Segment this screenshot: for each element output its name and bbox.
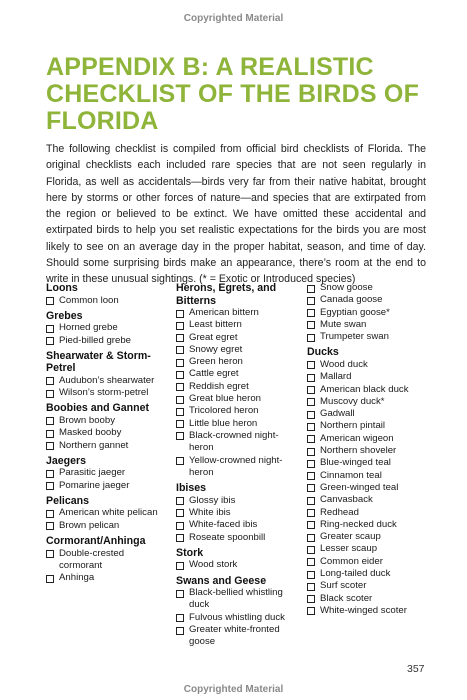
checkbox-icon <box>176 359 184 367</box>
checkbox-icon <box>307 460 315 468</box>
copyright-watermark-bottom: Copyrighted Material <box>183 684 284 695</box>
checkbox-icon <box>46 377 54 385</box>
bird-name: Green heron <box>189 356 243 368</box>
checklist-item <box>176 532 302 544</box>
section-heading: Jaegers <box>46 454 87 467</box>
checklist-section <box>46 535 168 584</box>
checklist-item <box>307 433 431 445</box>
checkbox-icon <box>307 583 315 591</box>
checklist-item <box>307 543 431 555</box>
checklist-item <box>307 396 431 408</box>
checklist-item <box>307 319 431 331</box>
bird-name: Horned grebe <box>59 322 118 334</box>
bird-name: Northern pintail <box>320 420 386 432</box>
checkbox-icon <box>307 558 315 566</box>
checklist-item <box>176 430 302 455</box>
checklist-item <box>307 420 431 432</box>
checkbox-icon <box>46 337 54 345</box>
checkbox-icon <box>176 322 184 330</box>
checkbox-icon <box>46 470 54 478</box>
page-title: APPENDIX B: A REALISTIC CHECKLIST OF THE BIRDS OF FLORIDA <box>46 53 420 135</box>
checklist-section <box>46 310 168 347</box>
checkbox-icon <box>46 325 54 333</box>
checklist-item <box>307 556 431 568</box>
bird-name: Reddish egret <box>189 380 249 392</box>
checklist-item <box>46 548 168 573</box>
checkbox-icon <box>307 534 315 542</box>
intro-paragraph: The following checklist is compiled from official bird checklists of Florida. The original checklists each included rare species that are not seen regularly in Florida, as well as accidentals—birds very far from their native habitat, brought here by storms or other forces of nature—and species that are extirpated from the region or believed to be extinct. We have omitted these accidental and extirpated birds to help you set realistic expectations for the birds you are most likely to see on an average day in the proper habitat, season, and time of day. Should some surprising birds make an appearance, there’s room at the end to write in these unusual sightings. (* = Exotic or Introduced species) <box>46 143 426 286</box>
bird-name: Black-bellied whistling duck <box>189 587 283 611</box>
checkbox-icon <box>46 442 54 450</box>
bird-name: Egyptian goose* <box>320 306 390 318</box>
section-heading: Grebes <box>46 309 83 322</box>
checklist-item <box>176 344 302 356</box>
bird-name: Surf scoter <box>320 580 367 592</box>
checkbox-icon <box>46 510 54 518</box>
bird-name: Brown pelican <box>59 519 120 531</box>
checkbox-icon <box>307 472 315 480</box>
checkbox-icon <box>176 590 184 598</box>
checkbox-icon <box>176 522 184 530</box>
checklist-item <box>307 593 431 605</box>
checkbox-icon <box>307 285 315 293</box>
checklist-item <box>307 307 431 319</box>
checkbox-icon <box>307 386 315 394</box>
bird-name: White ibis <box>189 506 231 518</box>
checklist-item <box>307 282 431 294</box>
checkbox-icon <box>307 297 315 305</box>
checkbox-icon <box>176 457 184 465</box>
bird-name: Anhinga <box>59 572 95 584</box>
checkbox-icon <box>307 521 315 529</box>
bird-name: Great egret <box>189 331 238 343</box>
bird-name: Northern shoveler <box>320 445 397 457</box>
checklist-item <box>307 331 431 343</box>
section-heading: Ibises <box>176 482 207 495</box>
checklist-item <box>46 467 168 479</box>
checkbox-icon <box>46 482 54 490</box>
checklist-item <box>46 572 168 584</box>
checklist-item <box>176 612 302 624</box>
checkbox-icon <box>176 534 184 542</box>
checklist-item <box>46 440 168 452</box>
bird-name: Green-winged teal <box>320 481 399 493</box>
checklist-item <box>176 307 302 319</box>
checkbox-icon <box>307 411 315 419</box>
checkbox-icon <box>46 417 54 425</box>
bird-name: Yellow-crowned night-heron <box>189 454 283 478</box>
checklist-item <box>176 405 302 417</box>
checklist-item <box>176 368 302 380</box>
bird-name: Lesser scaup <box>320 543 378 555</box>
checkbox-icon <box>307 595 315 603</box>
checklist-item <box>46 295 168 307</box>
bird-name: Fulvous whistling duck <box>189 611 285 623</box>
checklist-section <box>46 350 168 400</box>
checkbox-icon <box>176 346 184 354</box>
bird-name: Parasitic jaeger <box>59 467 126 479</box>
checklist-item <box>176 418 302 430</box>
checkbox-icon <box>176 420 184 428</box>
checkbox-icon <box>307 321 315 329</box>
checklist-item <box>307 384 431 396</box>
checklist-section <box>46 495 168 532</box>
checklist-item <box>176 356 302 368</box>
checklist-column-3 <box>307 282 431 620</box>
bird-name: Snowy egret <box>189 343 243 355</box>
bird-name: Trumpeter swan <box>320 331 389 343</box>
section-heading: Loons <box>46 282 78 294</box>
bird-name: Greater scaup <box>320 531 381 543</box>
checklist-item <box>307 494 431 506</box>
section-heading: Cormorant/Anhinga <box>46 535 146 548</box>
checkbox-icon <box>176 408 184 416</box>
checklist-section <box>46 402 168 451</box>
checkbox-icon <box>307 423 315 431</box>
checklist-item <box>176 587 302 612</box>
bird-name: American bittern <box>189 307 259 318</box>
checklist-item <box>46 322 168 334</box>
checkbox-icon <box>46 550 54 558</box>
checkbox-icon <box>307 309 315 317</box>
bird-name: Great blue heron <box>189 393 261 405</box>
checklist-section <box>176 575 302 649</box>
bird-name: Pied-billed grebe <box>59 334 131 346</box>
checklist-item <box>176 519 302 531</box>
checkbox-icon <box>307 546 315 554</box>
bird-name: Masked booby <box>59 427 122 439</box>
bird-name: American black duck <box>320 383 409 395</box>
bird-name: Greater white-fronted goose <box>189 624 280 648</box>
checklist-item <box>46 427 168 439</box>
bird-name: Canada goose <box>320 294 383 306</box>
checklist-item <box>176 559 302 571</box>
bird-name: Wilson’s storm-petrel <box>59 387 149 399</box>
bird-name: Muscovy duck* <box>320 395 385 407</box>
checklist-item <box>307 482 431 494</box>
checklist-item <box>46 480 168 492</box>
checklist-section <box>307 282 431 343</box>
checkbox-icon <box>307 448 315 456</box>
section-heading: Ducks <box>307 346 339 359</box>
bird-name: Snow goose <box>320 282 373 293</box>
checklist-item <box>307 408 431 420</box>
checkbox-icon <box>307 607 315 615</box>
checklist-item <box>176 393 302 405</box>
checklist-item <box>307 359 431 371</box>
checkbox-icon <box>176 562 184 570</box>
bird-name: Tricolored heron <box>189 405 259 417</box>
section-heading: Stork <box>176 546 204 559</box>
checklist-item <box>307 507 431 519</box>
bird-name: American white pelican <box>59 507 158 519</box>
copyright-watermark-top: Copyrighted Material <box>183 13 284 24</box>
bird-name: Cinnamon teal <box>320 469 382 481</box>
checkbox-icon <box>46 575 54 583</box>
checkbox-icon <box>176 396 184 404</box>
section-heading: Shearwater & Storm-Petrel <box>46 349 151 375</box>
checkbox-icon <box>176 509 184 517</box>
section-heading: Herons, Egrets, and Bitterns <box>176 282 277 307</box>
checklist-item <box>307 580 431 592</box>
checkbox-icon <box>176 614 184 622</box>
bird-name: Little blue heron <box>189 417 258 429</box>
checklist-item <box>46 520 168 532</box>
checklist-item <box>46 507 168 519</box>
checklist-item <box>307 519 431 531</box>
checkbox-icon <box>307 334 315 342</box>
checklist-item <box>176 495 302 507</box>
checkbox-icon <box>307 484 315 492</box>
bird-name: Black scoter <box>320 592 373 604</box>
checklist-item <box>176 624 302 649</box>
bird-name: Brown booby <box>59 414 115 426</box>
checkbox-icon <box>307 509 315 517</box>
bird-name: Common loon <box>59 294 119 306</box>
bird-name: Wood stork <box>189 559 238 571</box>
bird-name: Cattle egret <box>189 368 239 380</box>
bird-name: Glossy ibis <box>189 494 236 506</box>
checklist-section <box>176 547 302 572</box>
checklist-item <box>307 568 431 580</box>
checkbox-icon <box>176 310 184 318</box>
checkbox-icon <box>176 334 184 342</box>
checklist-item <box>307 457 431 469</box>
bird-name: Audubon’s shearwater <box>59 374 155 386</box>
checklist-column-1 <box>46 282 168 587</box>
checklist-section <box>307 346 431 617</box>
checklist-item <box>176 455 302 480</box>
page-number: 357 <box>407 663 425 675</box>
section-heading: Swans and Geese <box>176 574 267 587</box>
checkbox-icon <box>176 432 184 440</box>
bird-name: Ring-necked duck <box>320 518 397 530</box>
bird-name: Northern gannet <box>59 439 129 451</box>
checklist-item <box>46 335 168 347</box>
checklist-item <box>307 371 431 383</box>
checkbox-icon <box>176 627 184 635</box>
checklist-item <box>176 319 302 331</box>
checkbox-icon <box>46 297 54 305</box>
checkbox-icon <box>307 374 315 382</box>
bird-name: Wood duck <box>320 358 368 370</box>
bird-name: Mallard <box>320 371 352 383</box>
checklist-item <box>307 531 431 543</box>
checklist-section <box>46 455 168 492</box>
checkbox-icon <box>307 398 315 406</box>
bird-name: White-faced ibis <box>189 519 258 531</box>
checkbox-icon <box>307 497 315 505</box>
bird-name: Roseate spoonbill <box>189 531 266 543</box>
checklist-item <box>46 415 168 427</box>
checkbox-icon <box>46 430 54 438</box>
bird-name: Double-crested cormorant <box>59 547 125 571</box>
checklist-section <box>46 282 168 307</box>
bird-name: Least bittern <box>189 319 242 331</box>
bird-name: Pomarine jaeger <box>59 479 130 491</box>
checklist-item <box>46 387 168 399</box>
bird-name: Gadwall <box>320 408 355 420</box>
checklist-section <box>176 282 302 479</box>
checklist-item <box>176 381 302 393</box>
checklist-item <box>307 294 431 306</box>
checkbox-icon <box>46 522 54 530</box>
section-heading: Boobies and Gannet <box>46 402 150 415</box>
checkbox-icon <box>176 383 184 391</box>
checkbox-icon <box>307 361 315 369</box>
checklist-item <box>307 605 431 617</box>
bird-name: Black-crowned night-heron <box>189 429 279 454</box>
checklist-item <box>307 445 431 457</box>
checklist-item <box>307 470 431 482</box>
checkbox-icon <box>176 497 184 505</box>
bird-name: White-winged scoter <box>320 604 407 616</box>
bird-name: Redhead <box>320 506 359 518</box>
checkbox-icon <box>46 390 54 398</box>
checkbox-icon <box>176 371 184 379</box>
bird-name: American wigeon <box>320 432 394 444</box>
section-heading: Pelicans <box>46 494 89 507</box>
checklist-column-2 <box>176 282 302 652</box>
bird-name: Canvasback <box>320 494 373 506</box>
checkbox-icon <box>307 435 315 443</box>
checklist-item <box>46 375 168 387</box>
checklist-item <box>176 332 302 344</box>
checkbox-icon <box>307 571 315 579</box>
checklist-section <box>176 482 302 544</box>
bird-name: Blue-winged teal <box>320 457 391 469</box>
bird-name: Mute swan <box>320 318 367 330</box>
bird-name: Common eider <box>320 555 383 567</box>
bird-name: Long-tailed duck <box>320 568 391 580</box>
checklist-item <box>176 507 302 519</box>
